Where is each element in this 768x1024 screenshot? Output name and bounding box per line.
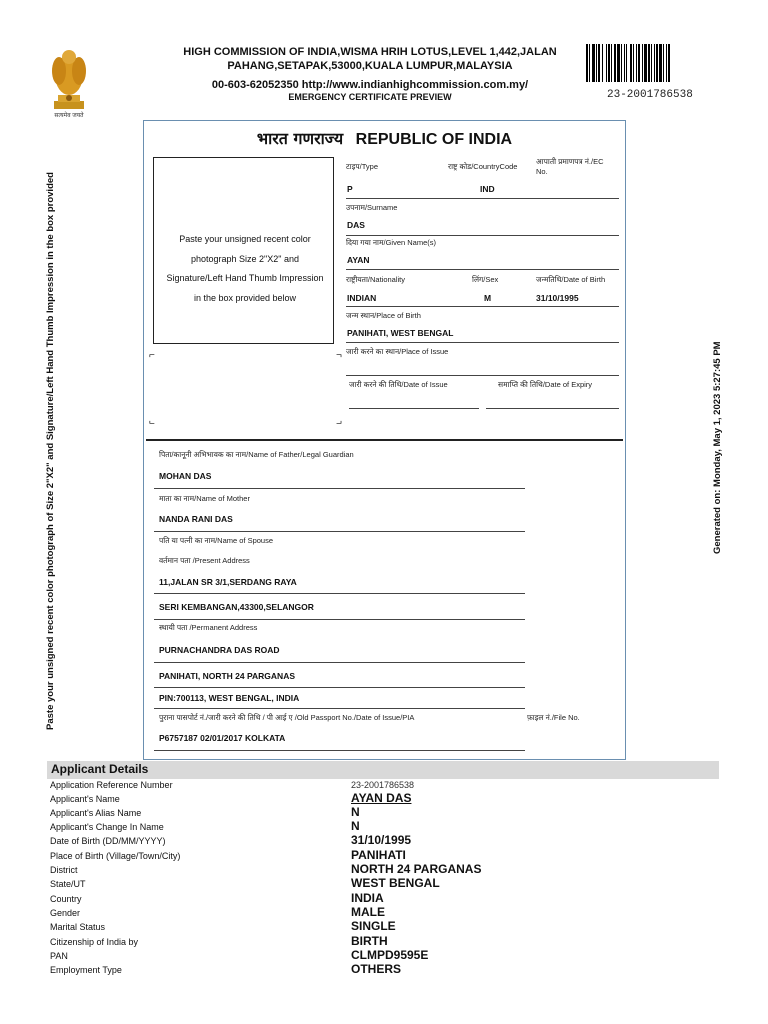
rule — [154, 488, 525, 489]
permanent-address-label: स्थायी पता /Permanent Address — [159, 623, 258, 632]
father-value: MOHAN DAS — [159, 471, 212, 481]
surname-label: उपनाम/Surname — [346, 203, 398, 212]
corner-mark-bottom-right: ⌐ — [336, 417, 342, 428]
document-header — [170, 45, 570, 102]
given-name-label: दिया गया नाम/Given Name(s) — [346, 238, 437, 247]
national-emblem-icon — [46, 40, 92, 120]
photo-box — [153, 157, 334, 344]
sex-label: लिंग/Sex — [472, 275, 499, 284]
detail-label: Employment Type — [50, 965, 122, 975]
corner-mark-bottom-left: ⌐ — [149, 417, 155, 428]
present-address-line-2: SERI KEMBANGAN,43300,SELANGOR — [159, 602, 314, 612]
applicant-details-heading: Applicant Details — [47, 761, 719, 779]
given-name-value: AYAN — [347, 255, 370, 265]
detail-label: District — [50, 865, 78, 875]
mother-label: माता का नाम/Name of Mother — [159, 494, 250, 503]
rule — [349, 408, 479, 409]
detail-label: Application Reference Number — [50, 780, 173, 790]
dob-label: जन्मतिथि/Date of Birth — [536, 275, 606, 284]
detail-value: OTHERS — [351, 962, 402, 976]
detail-label: Applicant's Alias Name — [50, 808, 142, 818]
spouse-label: पति या पत्नी का नाम/Name of Spouse — [159, 536, 274, 545]
sex-value: M — [484, 293, 492, 303]
rule — [346, 198, 619, 199]
detail-label: Place of Birth (Village/Town/City) — [50, 851, 181, 861]
detail-value: BIRTH — [351, 934, 388, 948]
country-code-label: राष्ट्र कोड/CountryCode — [448, 162, 518, 171]
mother-value: NANDA RANI DAS — [159, 514, 233, 524]
surname-value: DAS — [347, 220, 365, 230]
detail-label: Applicant's Name — [50, 794, 120, 804]
rule — [486, 408, 619, 409]
dob-value: 31/10/1995 — [536, 293, 579, 303]
form-title-english: REPUBLIC OF INDIA — [355, 131, 513, 148]
rule — [154, 750, 525, 751]
ec-no-label: आपाती प्रमाणपत्र नं./EC No. — [536, 157, 604, 176]
old-passport-label: पुराना पासपोर्ट नं./जारी करने की तिथि / पी आई ए /Old Passport No./Date of Issue/PIA — [159, 713, 415, 722]
form-title-hindi: भारत गणराज्य — [256, 129, 344, 148]
detail-value: NORTH 24 PARGANAS — [351, 862, 482, 876]
detail-value: CLMPD9595E — [351, 948, 429, 962]
permanent-address-line-3: PIN:700113, WEST BENGAL, INDIA — [159, 693, 300, 703]
corner-mark-top-right: ⌐ — [336, 350, 342, 361]
date-of-issue-label: जारी करने की तिथि/Date of Issue — [349, 380, 448, 389]
detail-value: 31/10/1995 — [351, 833, 412, 847]
rule — [154, 593, 525, 594]
rule — [346, 235, 619, 236]
detail-label: Marital Status — [50, 922, 106, 932]
detail-value: N — [351, 805, 360, 819]
father-label: पिता/कानूनी अभिभावक का नाम/Name of Father/Legal Guardian — [159, 450, 354, 459]
section-divider — [146, 439, 623, 441]
form-title — [144, 127, 625, 149]
place-of-issue-label: जारी करने का स्थान/Place of Issue — [346, 347, 449, 356]
header-line-1: HIGH COMMISSION OF INDIA,WISMA HRIH LOTUS,LEVEL 1,442,JALAN — [183, 46, 557, 58]
country-code-value: IND — [480, 184, 495, 194]
detail-value: MALE — [351, 905, 385, 919]
photo-instruction: Paste your unsigned recent color photograph Size 2"X2" and Signature/Left Hand Thumb Impression in the box provided below — [166, 234, 324, 303]
date-of-expiry-label: समाप्ति की तिथि/Date of Expiry — [498, 380, 593, 389]
detail-value: WEST BENGAL — [351, 876, 440, 890]
permanent-address-line-2: PANIHATI, NORTH 24 PARGANAS — [159, 671, 296, 681]
side-instruction-text: Paste your unsigned recent color photograph of Size 2"X2" and Signature/Left Hand Thumb Impression in the box provided — [45, 172, 56, 730]
detail-value: PANIHATI — [351, 848, 406, 862]
header-line-4: EMERGENCY CERTIFICATE PREVIEW — [288, 92, 452, 102]
rule — [346, 269, 619, 270]
present-address-label: वर्तमान पता /Present Address — [159, 556, 250, 565]
permanent-address-line-1: PURNACHANDRA DAS ROAD — [159, 645, 280, 655]
detail-value: N — [351, 819, 360, 833]
type-label: टाइप/Type — [346, 162, 379, 171]
corner-mark-top-left: ⌐ — [149, 350, 155, 361]
detail-value: SINGLE — [351, 919, 396, 933]
nationality-value: INDIAN — [347, 293, 377, 303]
emergency-certificate-form — [143, 120, 626, 760]
present-address-line-1: 11,JALAN SR 3/1,SERDANG RAYA — [159, 577, 297, 587]
nationality-label: राष्ट्रीयता/Nationality — [346, 275, 406, 284]
old-passport-value: P6757187 02/01/2017 KOLKATA — [159, 733, 286, 743]
detail-label: Applicant's Change In Name — [50, 822, 164, 832]
detail-label: Citizenship of India by — [50, 937, 139, 947]
detail-value: 23-2001786538 — [351, 780, 415, 790]
rule — [154, 662, 525, 663]
header-line-2: PAHANG,SETAPAK,53000,KUALA LUMPUR,MALAYSIA — [227, 60, 513, 72]
detail-label: State/UT — [50, 879, 86, 889]
detail-value: AYAN DAS — [351, 791, 412, 805]
detail-label: Gender — [50, 908, 81, 918]
generated-timestamp: Generated on: Monday, May 1, 2023 5:27:45 PM — [712, 341, 723, 554]
rule — [346, 342, 619, 343]
file-no-label: फ़ाइल नं./File No. — [527, 713, 580, 722]
rule — [346, 375, 619, 376]
pob-label: जन्म स्थान/Place of Birth — [346, 311, 421, 320]
emblem-motto: सत्यमेव जयते — [54, 113, 84, 119]
rule — [346, 306, 619, 307]
barcode-icon — [586, 44, 694, 82]
detail-label: Country — [50, 894, 82, 904]
detail-value: INDIA — [351, 891, 384, 905]
pob-value: PANIHATI, WEST BENGAL — [347, 328, 454, 338]
header-line-3: 00-603-62052350 http://www.indianhighcommission.com.my/ — [211, 79, 529, 91]
rule — [154, 619, 525, 620]
rule — [154, 531, 525, 532]
detail-label: PAN — [50, 951, 68, 961]
rule — [154, 687, 525, 688]
detail-label: Date of Birth (DD/MM/YYYY) — [50, 836, 166, 846]
barcode-number: 23-2001786538 — [607, 89, 693, 101]
type-value: P — [347, 184, 353, 194]
rule — [154, 708, 525, 709]
